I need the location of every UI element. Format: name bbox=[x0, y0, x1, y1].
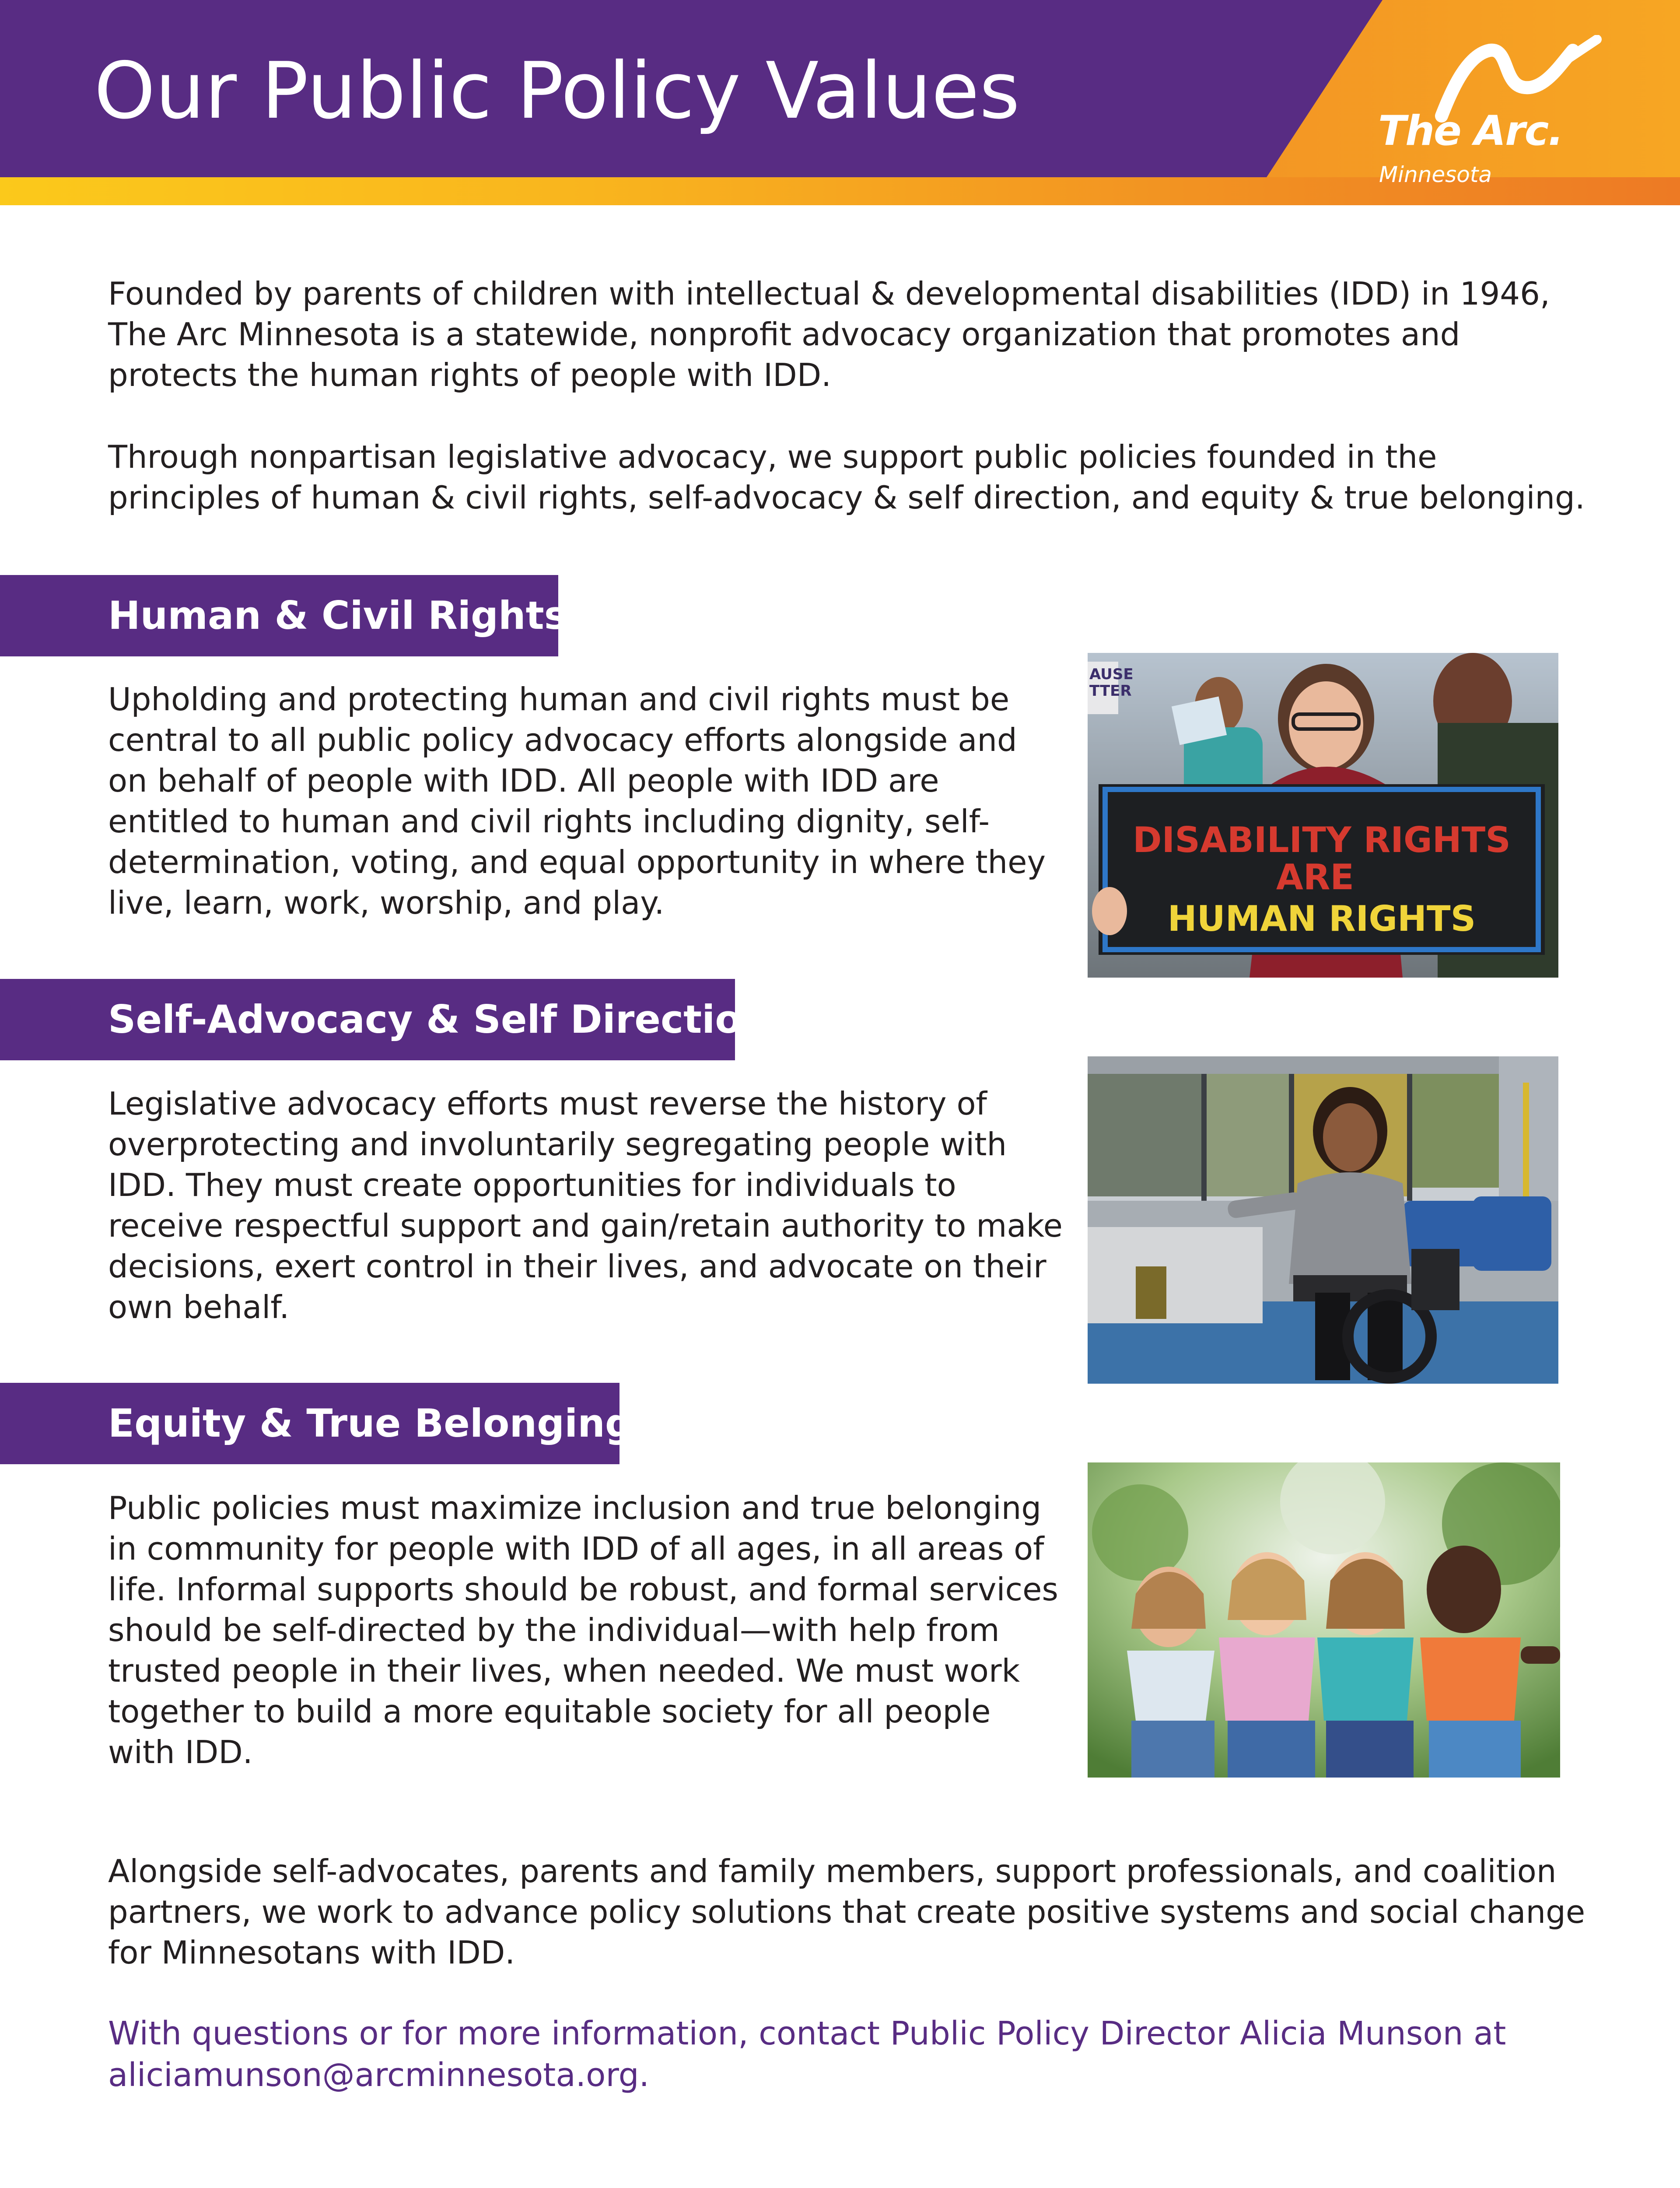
logo-name: The Arc. bbox=[1378, 107, 1563, 155]
sign-line-1: DISABILITY RIGHTS bbox=[1133, 820, 1511, 860]
the-arc-logo bbox=[1374, 35, 1619, 193]
logo-subtitle: Minnesota bbox=[1379, 162, 1492, 187]
closing-paragraph: Alongside self-advocates, parents and family members, support professionals, and coalition partners, we work to advance policy solutions that create positive systems and social change for Minnesotans with IDD. bbox=[108, 1853, 1586, 1971]
sign-line-3: HUMAN RIGHTS bbox=[1167, 898, 1476, 939]
photo-four-children bbox=[1088, 1462, 1560, 1778]
heading-equity-belonging: Equity & True Belonging bbox=[0, 1383, 620, 1464]
rally-illustration bbox=[1088, 653, 1558, 978]
intro-paragraph-2: Through nonpartisan legislative advocacy, we support public policies founded in the principles of human & civil rights, self-advocacy & self direction, and equity & true belonging. bbox=[108, 438, 1585, 516]
photo-woman-on-bus bbox=[1088, 1056, 1558, 1384]
sign-line-2: ARE bbox=[1276, 857, 1354, 898]
bg-sign-text-top: AUSE bbox=[1089, 666, 1134, 683]
intro-paragraph-1: Founded by parents of children with intellectual & developmental disabilities (IDD) in 1946, The Arc Minnesota is a statewide, nonprofit advocacy organization that promotes and protects the human rights of people with IDD. bbox=[108, 275, 1550, 393]
children-illustration bbox=[1088, 1462, 1560, 1778]
body-equity-belonging: Public policies must maximize inclusion and true belonging in community for people with IDD of all ages, in all areas of life. Informal supports should be robust, and formal services should be self-directed by the individual—with help from trusted people in their lives, when needed. We must work together to build a more equitable society for all people with IDD. bbox=[108, 1490, 1058, 1771]
body-human-civil-rights: Upholding and protecting human and civil rights must be central to all public policy advocacy efforts alongside and on behalf of people with IDD. All people with IDD are entitled to human and civil rights including dignity, self-determination, voting, and equal opportunity in where they live, learn, work, worship, and play. bbox=[108, 681, 1046, 921]
bg-sign-text-bottom: TTER bbox=[1089, 682, 1132, 700]
bus-illustration bbox=[1088, 1056, 1558, 1384]
heading-human-civil-rights: Human & Civil Rights bbox=[0, 575, 558, 656]
contact-info: With questions or for more information, contact Public Policy Director Alicia Munson at aliciamunson@arcminnesota.org. bbox=[108, 2015, 1506, 2094]
heading-self-advocacy: Self-Advocacy & Self Direction bbox=[0, 979, 735, 1060]
body-self-advocacy: Legislative advocacy efforts must reverse the history of overprotecting and involuntarily segregating people with IDD. They must create opportunities for individuals to receive respectful support and gain/retain authority to make decisions, exert control in their lives, and advocate on their own behalf. bbox=[108, 1085, 1063, 1325]
photo-disability-rights-sign bbox=[1088, 653, 1558, 978]
page-title: Our Public Policy Values bbox=[94, 46, 1020, 136]
